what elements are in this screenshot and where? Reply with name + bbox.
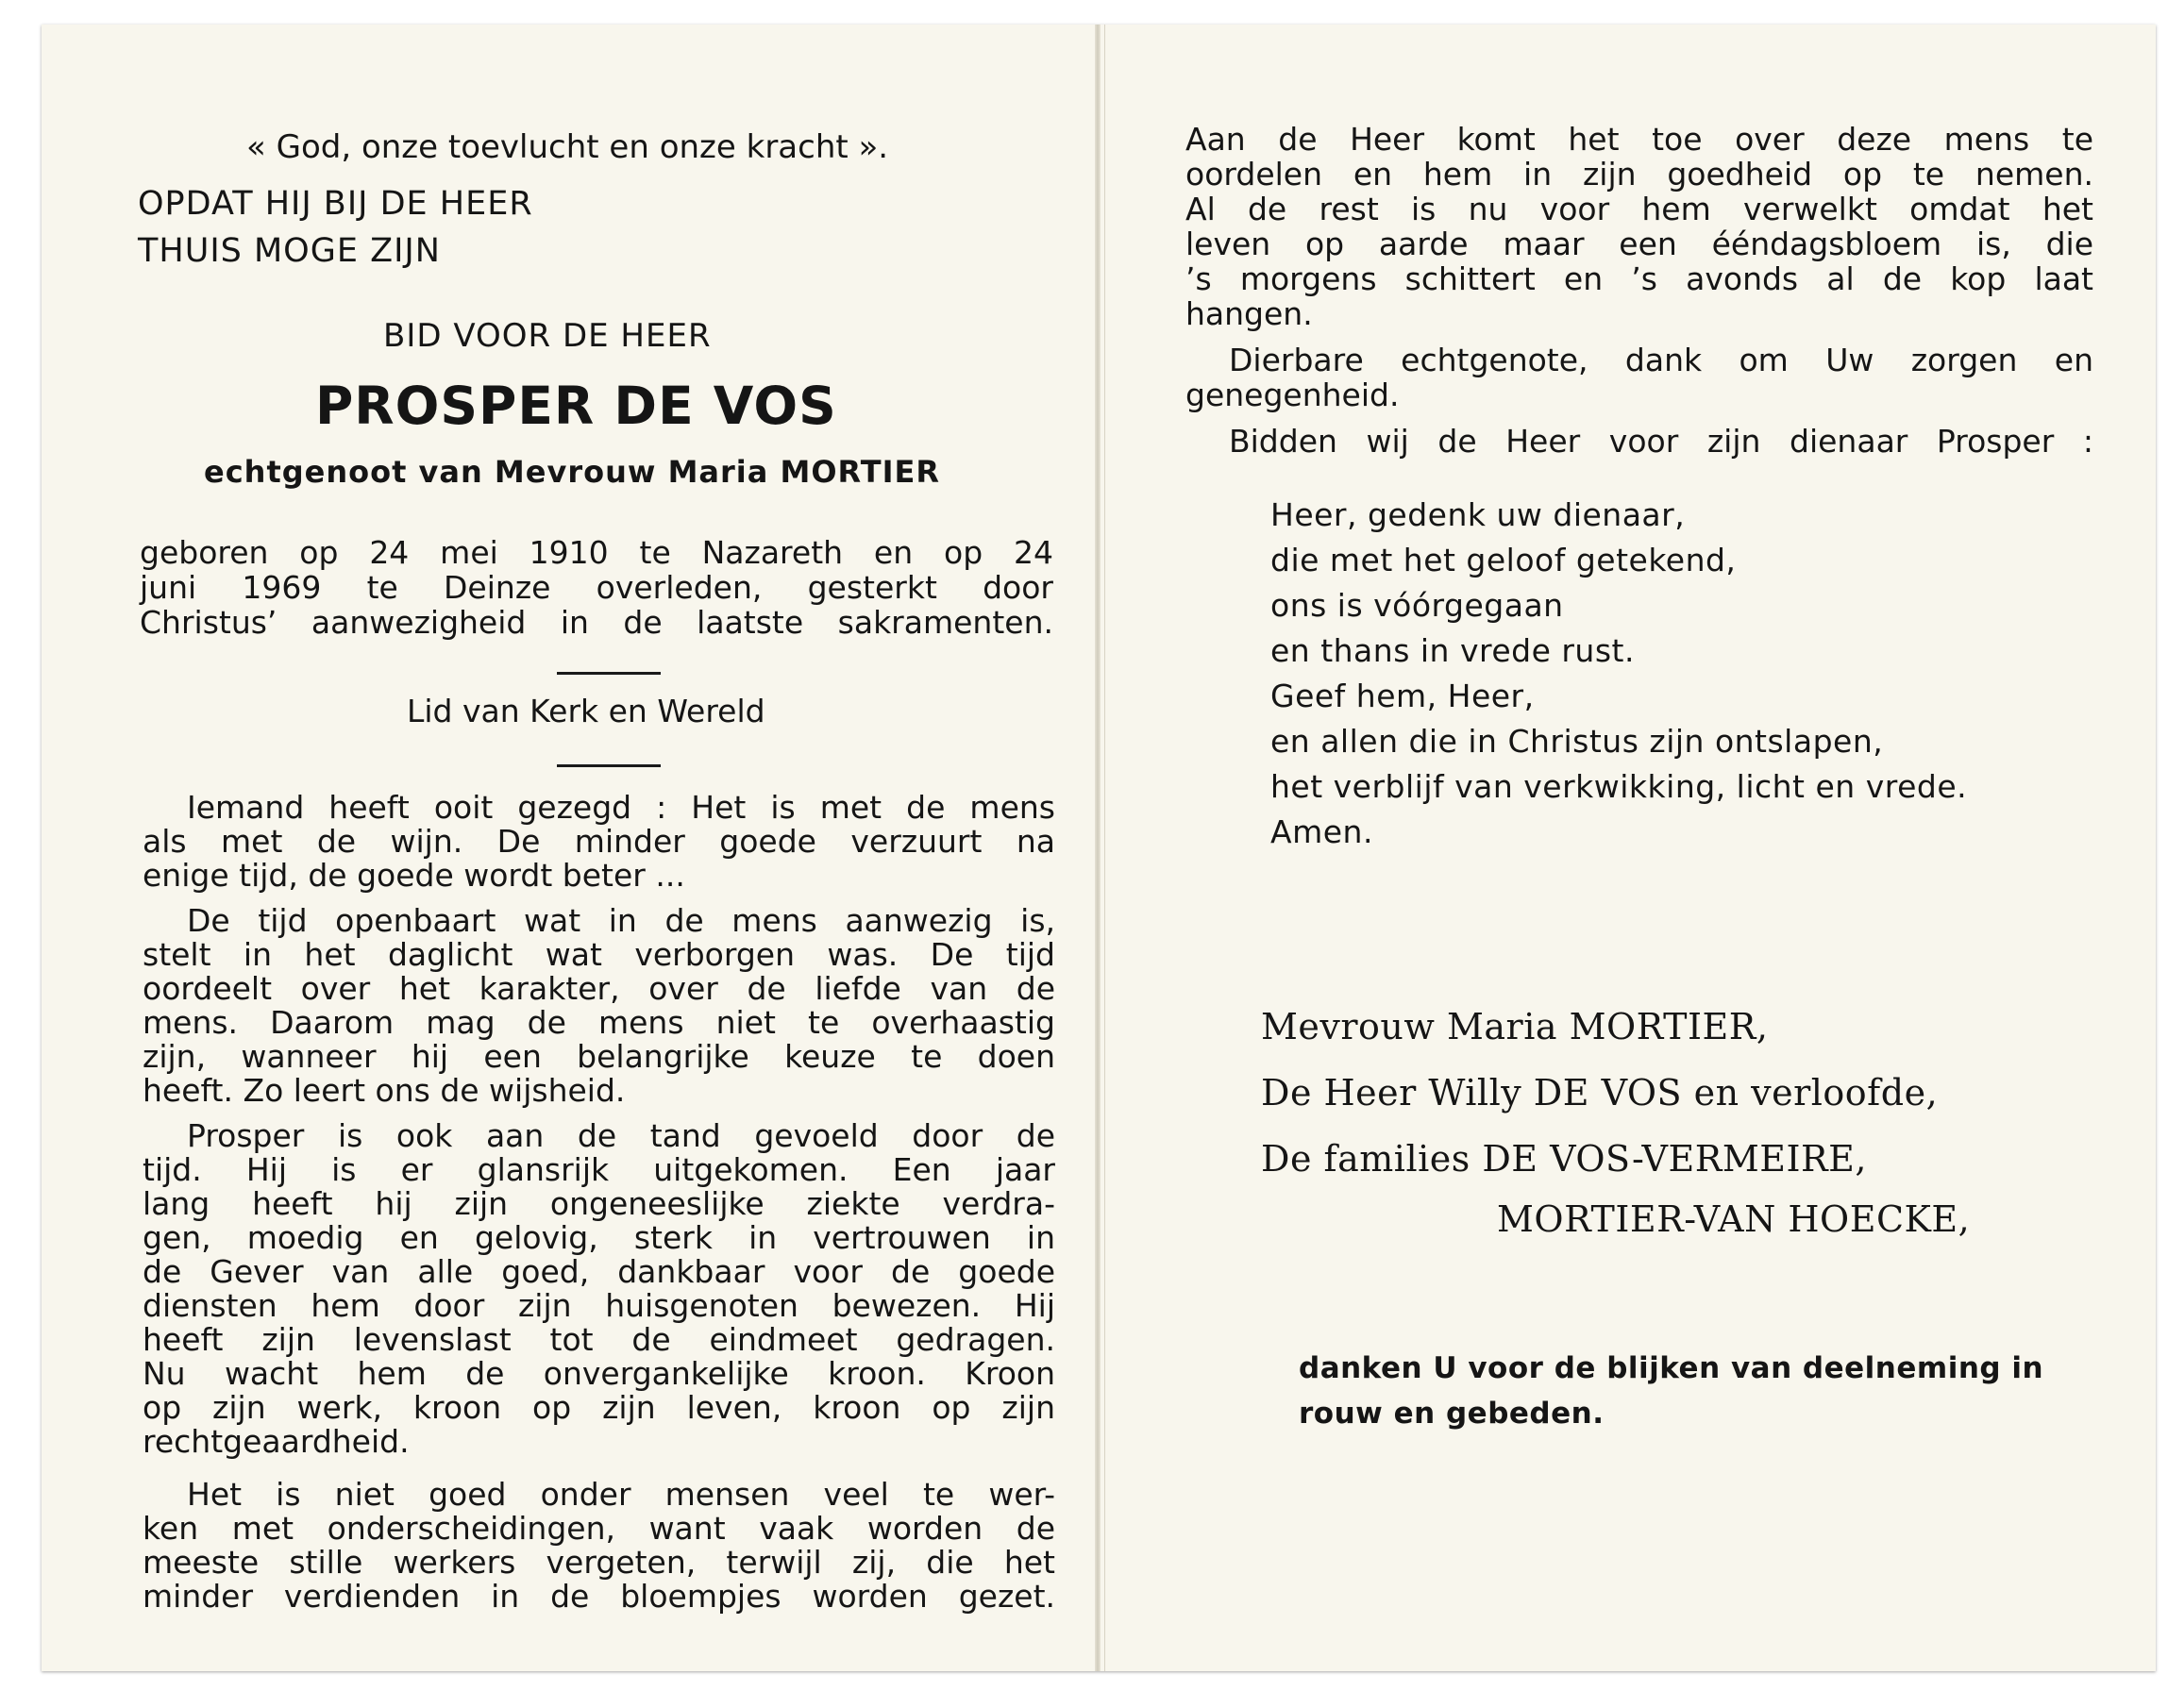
memorial-card bbox=[42, 25, 2156, 1671]
body-line: op zijn werk, kroon op zijn leven, kroon op zijn bbox=[143, 1389, 1055, 1426]
body-line: meeste stille werkers vergeten, terwijl zij, die het bbox=[143, 1544, 1055, 1581]
body-line: mens. Daarom mag de mens niet te overhaastig bbox=[143, 1004, 1055, 1041]
birth-line: geboren op 24 mei 1910 te Nazareth en op 24 bbox=[140, 534, 1053, 571]
body-line: Iemand heeft ooit gezegd : Het is met de mens bbox=[187, 789, 1055, 826]
body-line: Dierbare echtgenote, dank om Uw zorgen en bbox=[1229, 342, 2093, 378]
body-line: De tijd openbaart wat in de mens aanwezig is, bbox=[187, 902, 1055, 939]
caps-line-1: OPDAT HIJ BIJ DE HEER bbox=[138, 185, 533, 223]
body-line: oordeelt over het karakter, over de liefde van de bbox=[143, 970, 1055, 1007]
left-panel bbox=[138, 25, 1063, 1671]
prayer-line: Geef hem, Heer, bbox=[1270, 678, 1535, 714]
body-line: stelt in het daglicht wat verborgen was. De tijd bbox=[143, 936, 1055, 973]
thanks-line: rouw en gebeden. bbox=[1299, 1397, 1605, 1431]
body-line: genegenheid. bbox=[1185, 377, 1400, 413]
body-line: heeft. Zo leert ons de wijsheid. bbox=[143, 1072, 626, 1109]
body-line: Bidden wij de Heer voor zijn dienaar Prosper : bbox=[1229, 423, 2093, 460]
prayer-line: Heer, gedenk uw dienaar, bbox=[1270, 496, 1686, 533]
body-line: Al de rest is nu voor hem verwelkt omdat het bbox=[1185, 191, 2093, 227]
body-line: lang heeft hij zijn ongeneeslijke ziekte verdra- bbox=[143, 1185, 1055, 1222]
card-fold-line bbox=[1104, 25, 1105, 1671]
body-line: zijn, wanneer hij een belangrijke keuze te doen bbox=[143, 1038, 1055, 1075]
body-line: hangen. bbox=[1185, 295, 1313, 332]
body-line: heeft zijn levenslast tot de eindmeet gedragen. bbox=[143, 1321, 1055, 1358]
body-line: tijd. Hij is er glansrijk uitgekomen. Een jaar bbox=[143, 1151, 1055, 1188]
prayer-line: en thans in vrede rust. bbox=[1270, 632, 1635, 669]
deceased-name: PROSPER DE VOS bbox=[315, 376, 837, 436]
prayer-line: en allen die in Christus zijn ontslapen, bbox=[1270, 723, 1884, 760]
prayer-line: Amen. bbox=[1270, 813, 1373, 850]
divider-rule bbox=[557, 672, 661, 675]
caps-line-2: THUIS MOGE ZIJN bbox=[138, 232, 441, 270]
member-line: Lid van Kerk en Wereld bbox=[407, 693, 765, 729]
body-line: leven op aarde maar een ééndagsbloem is, die bbox=[1185, 226, 2093, 262]
body-line: als met de wijn. De minder goede verzuurt na bbox=[143, 823, 1055, 860]
body-line: Nu wacht hem de onvergankelijke kroon. Kroon bbox=[143, 1355, 1055, 1392]
body-line: enige tijd, de goede wordt beter ... bbox=[143, 857, 685, 894]
divider-rule bbox=[557, 764, 661, 767]
body-line: diensten hem door zijn huisgenoten bewezen. Hij bbox=[143, 1287, 1055, 1324]
family-line: De Heer Willy DE VOS en verloofde, bbox=[1261, 1072, 1939, 1114]
thanks-line: danken U voor de blijken van deelneming in bbox=[1299, 1351, 2044, 1385]
body-line: rechtgeaardheid. bbox=[143, 1423, 410, 1460]
body-line: Prosper is ook aan de tand gevoeld door de bbox=[187, 1117, 1055, 1154]
birth-line: juni 1969 te Deinze overleden, gesterkt door bbox=[140, 569, 1053, 606]
body-line: gen, moedig en gelovig, sterk in vertrouwen in bbox=[143, 1219, 1055, 1256]
card-fold bbox=[1095, 25, 1101, 1671]
body-line: ken met onderscheidingen, want vaak worden de bbox=[143, 1510, 1055, 1547]
birth-line: Christus’ aanwezigheid in de laatste sakramenten. bbox=[140, 604, 1053, 641]
family-line: De families DE VOS-VERMEIRE, bbox=[1261, 1138, 1867, 1180]
body-line: minder verdienden in de bloempjes worden gezet. bbox=[143, 1578, 1055, 1615]
bid-heading: BID VOOR DE HEER bbox=[383, 317, 712, 355]
body-line: oordelen en hem in zijn goedheid op te nemen. bbox=[1185, 156, 2093, 193]
family-line: Mevrouw Maria MORTIER, bbox=[1261, 1006, 1769, 1047]
motto: « God, onze toevlucht en onze kracht ». bbox=[246, 128, 889, 166]
body-line: Het is niet goed onder mensen veel te wer- bbox=[187, 1476, 1055, 1513]
body-line: Aan de Heer komt het toe over deze mens te bbox=[1185, 121, 2093, 158]
spouse-line: echtgenoot van Mevrouw Maria MORTIER bbox=[204, 454, 940, 490]
prayer-line: die met het geloof getekend, bbox=[1270, 542, 1737, 578]
body-line: ’s morgens schittert en ’s avonds al de kop laat bbox=[1185, 260, 2093, 297]
prayer-line: ons is vóórgegaan bbox=[1270, 587, 1564, 624]
family-line: MORTIER-VAN HOECKE, bbox=[1497, 1198, 1971, 1240]
prayer-line: het verblijf van verkwikking, licht en vrede. bbox=[1270, 768, 1968, 805]
right-panel bbox=[1185, 25, 2106, 1671]
body-line: de Gever van alle goed, dankbaar voor de goede bbox=[143, 1253, 1055, 1290]
thanks-text bbox=[1299, 1346, 2092, 1436]
